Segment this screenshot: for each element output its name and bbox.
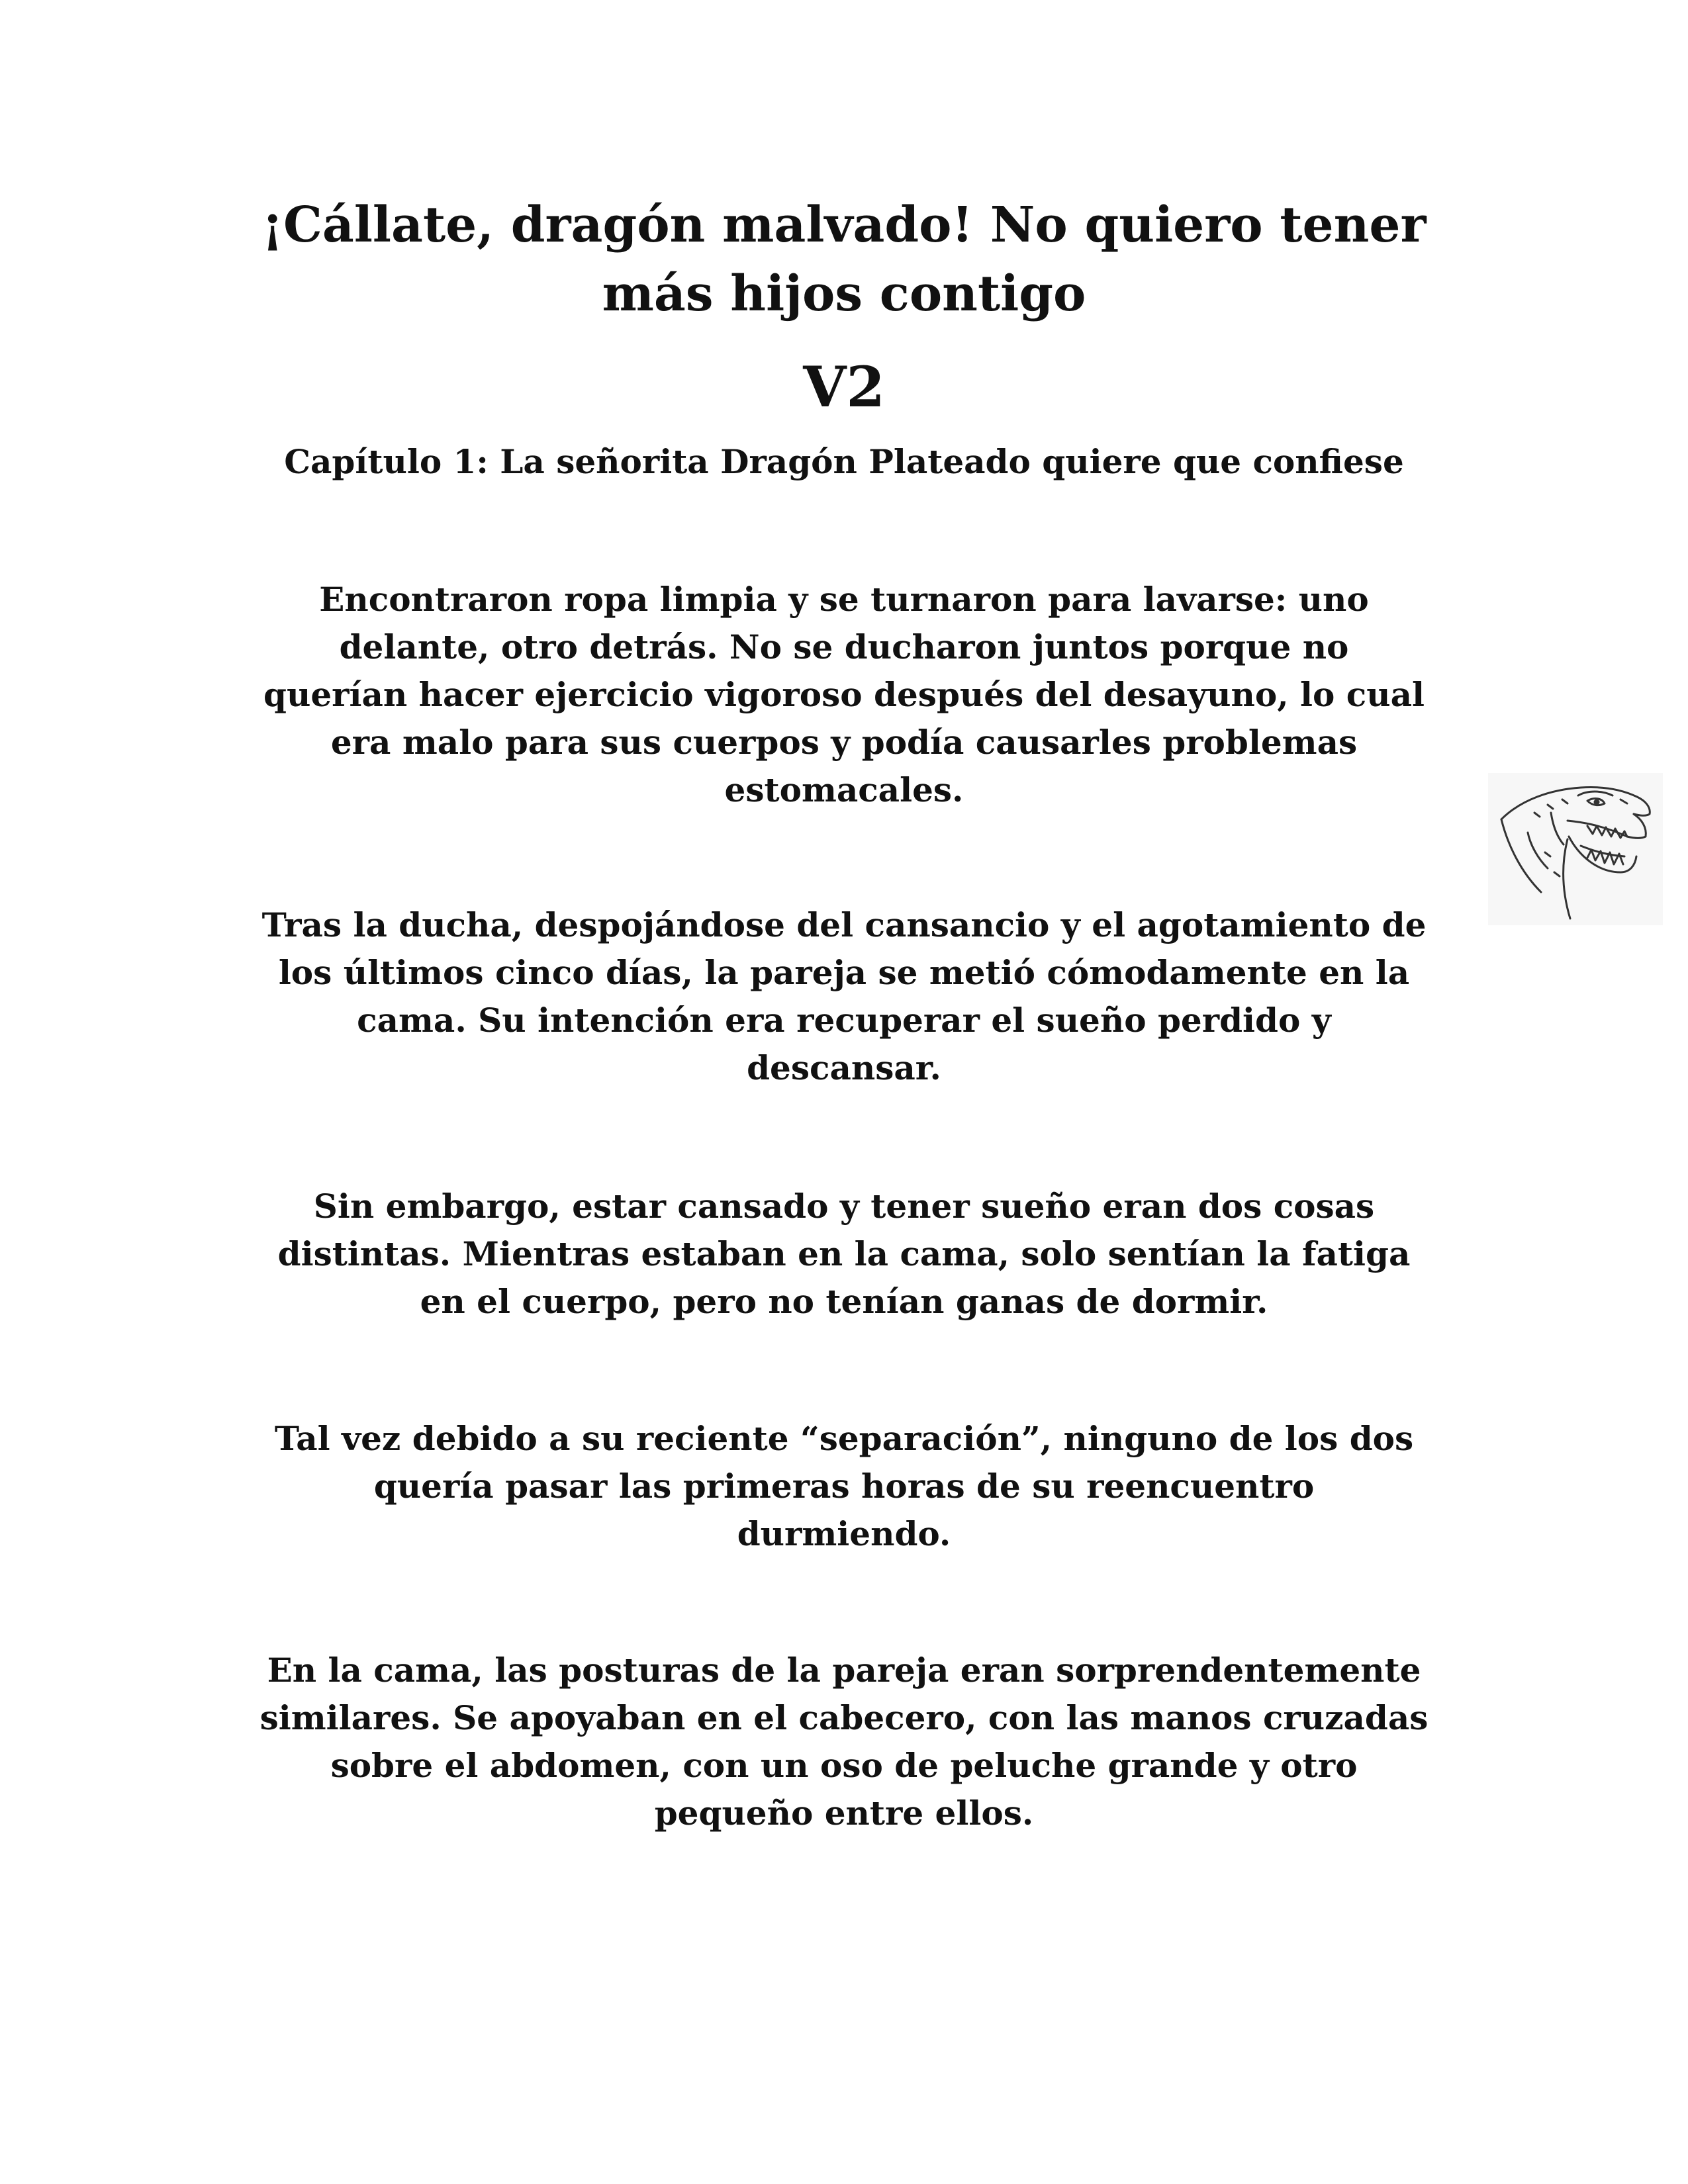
paragraph-4 — [218, 1415, 1470, 1558]
paragraph-line: distintas. Mientras estaban en la cama, solo sentían la fatiga — [277, 1234, 1411, 1273]
paragraph-line: similares. Se apoyaban en el cabecero, con las manos cruzadas — [259, 1698, 1429, 1737]
paragraph-2 — [218, 901, 1470, 1092]
paragraph-3 — [218, 1183, 1470, 1326]
paragraph-line: quería pasar las primeras horas de su reencuentro — [373, 1467, 1315, 1506]
paragraph-line: descansar. — [747, 1048, 941, 1087]
dragon-sketch-icon — [1488, 773, 1663, 925]
paragraph-line: Tal vez debido a su reciente “separación”, ninguno de los dos — [274, 1419, 1414, 1458]
paragraph-line: En la cama, las posturas de la pareja eran sorprendentemente — [267, 1651, 1421, 1690]
paragraph-line: estomacales. — [724, 770, 964, 809]
paragraph-1 — [218, 576, 1470, 814]
paragraph-line: querían hacer ejercicio vigoroso después del desayuno, lo cual — [263, 675, 1425, 714]
paragraph-5 — [218, 1647, 1470, 1837]
paragraph-line: era malo para sus cuerpos y podía causarles problemas — [330, 723, 1358, 762]
document-title-line-2: más hijos contigo — [602, 265, 1086, 322]
paragraph-line: Sin embargo, estar cansado y tener sueño eran dos cosas — [313, 1187, 1375, 1226]
paragraph-line: pequeño entre ellos. — [654, 1794, 1034, 1833]
version-label: V2 — [803, 354, 885, 420]
paragraph-line: cama. Su intención era recuperar el sueño perdido y — [357, 1001, 1331, 1040]
document-title-line-1: ¡Cállate, dragón malvado! No quiero tener — [261, 197, 1427, 253]
paragraph-line: los últimos cinco días, la pareja se metió cómodamente en la — [278, 953, 1410, 992]
paragraph-line: durmiendo. — [737, 1514, 951, 1553]
paragraph-line: delante, otro detrás. No se ducharon juntos porque no — [339, 627, 1349, 666]
paragraph-line: sobre el abdomen, con un oso de peluche grande y otro — [330, 1746, 1358, 1785]
chapter-heading: Capítulo 1: La señorita Dragón Plateado quiere que confiese — [284, 442, 1404, 481]
paragraph-line: Tras la ducha, despojándose del cansancio y el agotamiento de — [261, 905, 1427, 944]
paragraph-line: Encontraron ropa limpia y se turnaron para lavarse: uno — [319, 580, 1369, 619]
paragraph-line: en el cuerpo, pero no tenían ganas de dormir. — [420, 1282, 1268, 1321]
